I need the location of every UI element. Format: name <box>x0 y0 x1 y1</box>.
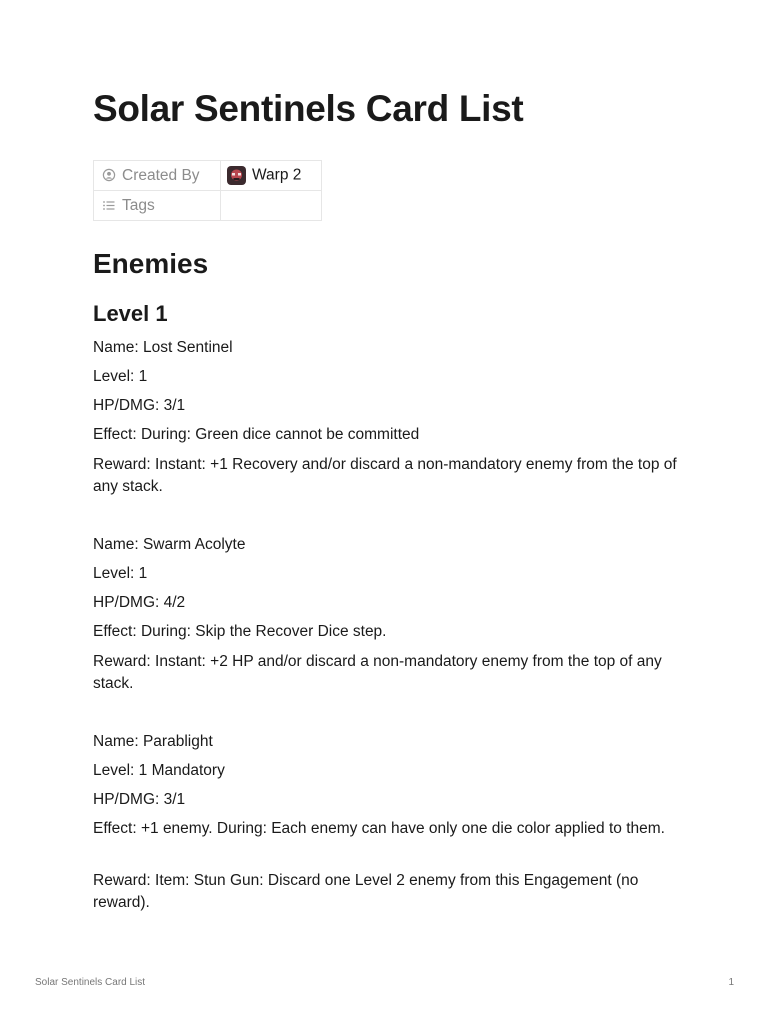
card-hp-dmg: HP/DMG: 3/1 <box>93 791 186 808</box>
card-effect: Effect: During: Skip the Recover Dice step. <box>93 623 387 640</box>
person-circle-icon <box>102 168 116 182</box>
property-row-tags <box>94 191 322 221</box>
property-label: Created By <box>122 166 200 184</box>
tags-value[interactable] <box>221 191 322 221</box>
card-name: Name: Lost Sentinel <box>93 339 233 356</box>
creator-name: Warp 2 <box>252 166 302 184</box>
footer-page-number: 1 <box>728 977 734 988</box>
card-effect: Effect: +1 enemy. During: Each enemy can have only one die color applied to them. <box>93 820 665 837</box>
card-name: Name: Parablight <box>93 733 213 750</box>
list-icon <box>102 198 116 212</box>
properties-table <box>93 160 322 221</box>
page-title: Solar Sentinels Card List <box>93 88 524 129</box>
subsection-heading-level-1: Level 1 <box>93 301 168 326</box>
property-row-created-by <box>94 161 322 191</box>
card-level: Level: 1 <box>93 565 148 582</box>
card-level: Level: 1 Mandatory <box>93 762 225 779</box>
property-key <box>94 191 221 221</box>
card-reward: Reward: Instant: +1 Recovery and/or discard a non-mandatory enemy from the top of any stack. <box>93 456 677 495</box>
property-label: Tags <box>122 196 155 214</box>
card-hp-dmg: HP/DMG: 4/2 <box>93 594 186 611</box>
section-heading-enemies: Enemies <box>93 248 209 279</box>
card-reward: Reward: Item: Stun Gun: Discard one Level 2 enemy from this Engagement (no reward). <box>93 872 639 911</box>
card-reward: Reward: Instant: +2 HP and/or discard a non-mandatory enemy from the top of any stack. <box>93 653 662 692</box>
avatar <box>227 166 246 185</box>
card-name: Name: Swarm Acolyte <box>93 536 246 553</box>
card-level: Level: 1 <box>93 368 148 385</box>
card-effect: Effect: During: Green dice cannot be committed <box>93 426 420 443</box>
property-key <box>94 161 221 191</box>
property-value[interactable] <box>221 161 322 191</box>
footer-document-title: Solar Sentinels Card List <box>35 977 146 988</box>
card-hp-dmg: HP/DMG: 3/1 <box>93 397 186 414</box>
